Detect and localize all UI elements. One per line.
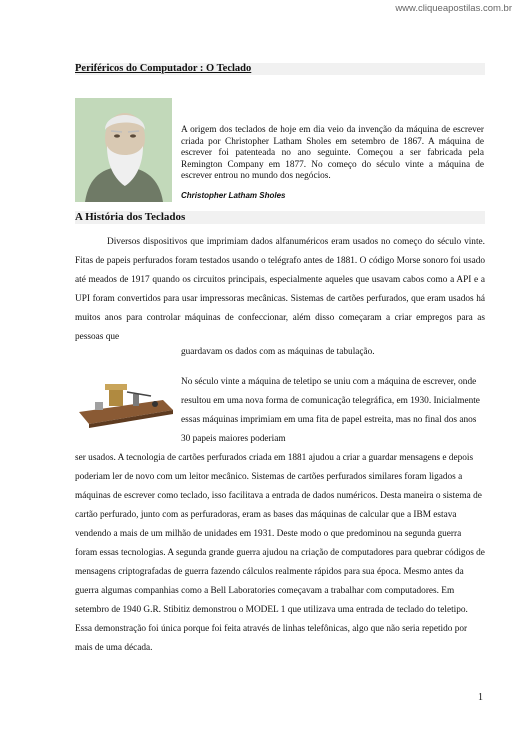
page-title: Periféricos do Computador : O Teclado <box>75 63 485 75</box>
watermark: www.cliqueapostilas.com.br <box>395 3 512 14</box>
section-heading: A História dos Teclados <box>75 211 485 224</box>
paragraph-2-continuation: ser usados. A tecnologia de cartões perfurados criada em 1881 ajudou a criar a guardar mensagens e depois poderiam ler de novo com um leitor mecânico. Sistemas de cartões perfurados similares foram ligados a máquinas de escrever como teclado, isso facilitava a entrada de dados numéricos. Desta maneira o sistema de cartão perfurado, junto com as perfuradoras, eram as bases das máquinas de calcular que a IBM estava vendendo a mais de um milhão de unidades em 1931. Deste modo o que predominou na segunda guerra foram essas tecnologias. A segunda grande guerra ajudou na criação de computadores para quebrar códigos de mensagens criptografadas de guerra fazendo cálculos realmente rápidos para sua época. Mesmo antes da guerra algumas companhias como a Bell Laboratories começavam a trabalhar com computadores. Em setembro de 1940 G.R. Stibitiz demonstrou o MODEL 1 que utilizava uma entrada de teclado do teletipo. Essa demonstração foi única porque foi feita através de linhas telefônicas, algo que não seria repetido por mais de uma década. <box>75 453 485 653</box>
paragraph-2-beside-image: No século vinte a máquina de teletipo se uniu com a máquina de escrever, onde resultou em uma nova forma de comunicação telegráfica, em 1930. Inicialmente essas máquinas imprimiam em uma fita de papel estreita, mas no final dos anos 30 papeis maiores poderiam <box>181 377 480 444</box>
intro-text: A origem dos teclados de hoje em dia veio da invenção da máquina de escrever criada por Christopher Latham Sholes em setembro de 1867. A máquina de escrever foi patenteada no ano seguinte. Começou a ser fabricada pela Remington Company em 1877. No começo do século vinte a máquina de escrever entrou no mundo dos negócios. <box>181 125 484 181</box>
portrait-caption: Christopher Latham Sholes <box>181 191 286 200</box>
portrait-image <box>75 98 172 202</box>
paragraph-1 <box>75 233 485 348</box>
paragraph-1-text: Diversos dispositivos que imprimiam dados alfanuméricos eram usados no começo do século vinte. Fitas de papeis perfurados foram testados usando o telégrafo antes de 1881. O código Morse sonoro foi usado até meados de 1917 quando os circuitos principais, especialmente aqueles que usavam cabos como a API e a UPI foram convertidos para usar impressoras mecânicas. Sistemas de cartões perfurados, que eram usados há muitos anos para controlar máquinas de confeccionar, além disso começaram a criar empregos para as pessoas que <box>75 237 485 343</box>
paragraph-1-last-line: guardavam os dados com as máquinas de tabulação. <box>181 347 375 357</box>
telegraph-image <box>75 374 175 428</box>
page-number: 1 <box>478 692 483 703</box>
